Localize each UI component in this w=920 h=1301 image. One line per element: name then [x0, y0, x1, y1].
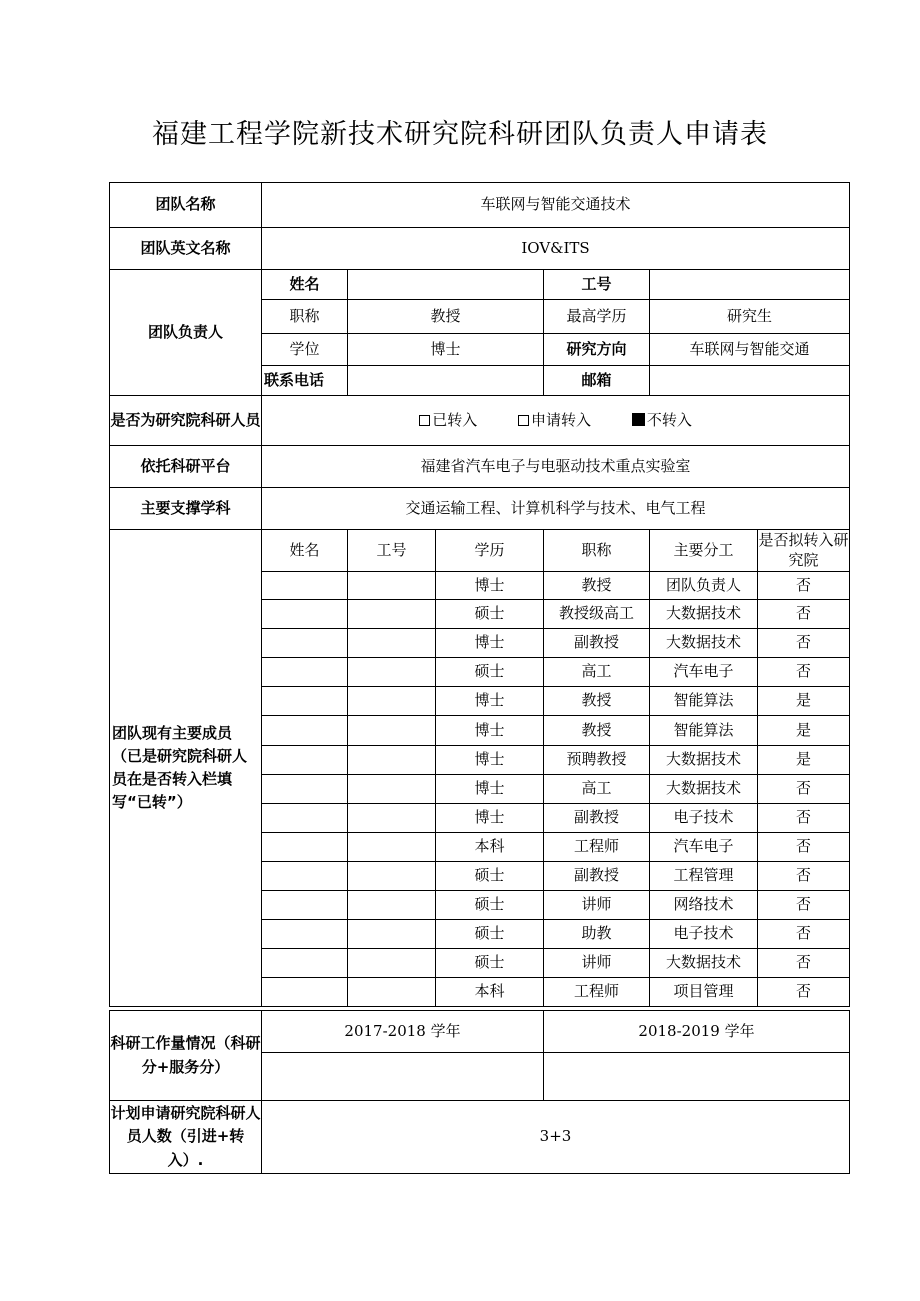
leader-degree-value[interactable]: 博士	[348, 334, 544, 366]
leader-label: 团队负责人	[110, 270, 262, 396]
member-transfer[interactable]: 否	[758, 600, 850, 629]
member-id[interactable]	[348, 716, 436, 746]
member-id[interactable]	[348, 775, 436, 804]
member-transfer[interactable]: 否	[758, 978, 850, 1007]
option-not-transfer[interactable]	[632, 411, 692, 431]
member-title[interactable]: 助教	[544, 920, 650, 949]
member-name[interactable]	[262, 572, 348, 600]
checkbox-icon[interactable]	[419, 415, 430, 426]
member-role[interactable]: 电子技术	[650, 920, 758, 949]
discipline-value[interactable]: 交通运输工程、计算机科学与技术、电气工程	[262, 488, 850, 530]
members-header-transfer: 是否拟转入研究院	[758, 530, 850, 572]
member-edu[interactable]: 本科	[436, 833, 544, 862]
leader-edu-label: 最高学历	[544, 300, 650, 334]
form-title: 福建工程学院新技术研究院科研团队负责人申请表	[152, 119, 768, 150]
member-id[interactable]	[348, 746, 436, 775]
member-id[interactable]	[348, 949, 436, 978]
member-edu[interactable]: 博士	[436, 716, 544, 746]
member-role[interactable]: 汽车电子	[650, 833, 758, 862]
leader-name-label: 姓名	[262, 270, 348, 300]
member-role[interactable]: 大数据技术	[650, 949, 758, 978]
member-title[interactable]: 教授	[544, 572, 650, 600]
member-name[interactable]	[262, 775, 348, 804]
team-name-label: 团队名称	[110, 183, 262, 228]
member-transfer[interactable]: 否	[758, 862, 850, 891]
member-title[interactable]: 工程师	[544, 978, 650, 1007]
member-transfer[interactable]: 否	[758, 891, 850, 920]
row-members-header	[110, 530, 850, 572]
researcher-status-label: 是否为研究院科研人员	[110, 396, 262, 446]
member-role[interactable]: 项目管理	[650, 978, 758, 1007]
member-id[interactable]	[348, 891, 436, 920]
team-en-name-value[interactable]: IOV&ITS	[262, 228, 850, 270]
member-name[interactable]	[262, 978, 348, 1007]
member-edu[interactable]: 硕士	[436, 862, 544, 891]
member-title[interactable]: 讲师	[544, 949, 650, 978]
workload-plan-table	[109, 1010, 850, 1174]
option-transferred-label: 已转入	[432, 410, 478, 429]
member-edu[interactable]: 硕士	[436, 600, 544, 629]
discipline-label: 主要支撑学科	[110, 488, 262, 530]
leader-research-label: 研究方向	[544, 334, 650, 366]
member-edu[interactable]: 硕士	[436, 658, 544, 687]
member-edu[interactable]: 硕士	[436, 920, 544, 949]
leader-name-value[interactable]	[348, 270, 544, 300]
member-edu[interactable]: 博士	[436, 572, 544, 600]
member-role[interactable]: 大数据技术	[650, 629, 758, 658]
leader-edu-value[interactable]: 研究生	[650, 300, 850, 334]
option-apply-transfer[interactable]	[518, 411, 591, 431]
member-name[interactable]	[262, 746, 348, 775]
plan-label: 计划申请研究院科研人员人数（引进+转入）.	[110, 1101, 262, 1174]
member-name[interactable]	[262, 658, 348, 687]
checkbox-checked-icon[interactable]	[632, 413, 645, 426]
member-id[interactable]	[348, 572, 436, 600]
member-name[interactable]	[262, 687, 348, 716]
member-title[interactable]: 教授	[544, 687, 650, 716]
member-role[interactable]: 网络技术	[650, 891, 758, 920]
leader-email-label: 邮箱	[544, 366, 650, 396]
member-role[interactable]: 大数据技术	[650, 600, 758, 629]
team-en-name-label: 团队英文名称	[110, 228, 262, 270]
member-transfer[interactable]: 否	[758, 833, 850, 862]
member-title[interactable]: 教授级高工	[544, 600, 650, 629]
workload-year1: 2017-2018 学年	[262, 1011, 544, 1053]
member-title[interactable]: 副教授	[544, 862, 650, 891]
member-title[interactable]: 高工	[544, 658, 650, 687]
row-discipline	[110, 488, 850, 530]
member-name[interactable]	[262, 833, 348, 862]
member-transfer[interactable]: 否	[758, 572, 850, 600]
member-id[interactable]	[348, 862, 436, 891]
member-transfer[interactable]: 是	[758, 746, 850, 775]
member-edu[interactable]: 博士	[436, 804, 544, 833]
member-transfer[interactable]: 否	[758, 804, 850, 833]
member-title[interactable]: 教授	[544, 716, 650, 746]
member-name[interactable]	[262, 949, 348, 978]
member-name[interactable]	[262, 716, 348, 746]
platform-value[interactable]: 福建省汽车电子与电驱动技术重点实验室	[262, 446, 850, 488]
member-role[interactable]: 智能算法	[650, 687, 758, 716]
member-title[interactable]: 副教授	[544, 629, 650, 658]
member-id[interactable]	[348, 978, 436, 1007]
option-not-transfer-label: 不转入	[646, 410, 692, 429]
member-title[interactable]: 工程师	[544, 833, 650, 862]
member-name[interactable]	[262, 862, 348, 891]
team-name-value[interactable]: 车联网与智能交通技术	[262, 183, 850, 228]
researcher-status-options	[262, 396, 850, 446]
leader-phone-value[interactable]	[348, 366, 544, 396]
row-researcher-status	[110, 396, 850, 446]
member-id[interactable]	[348, 833, 436, 862]
workload-year2: 2018-2019 学年	[544, 1011, 850, 1053]
member-name[interactable]	[262, 600, 348, 629]
member-title[interactable]: 副教授	[544, 804, 650, 833]
member-role[interactable]: 汽车电子	[650, 658, 758, 687]
member-edu[interactable]: 博士	[436, 746, 544, 775]
option-transferred[interactable]	[419, 411, 477, 431]
checkbox-icon[interactable]	[518, 415, 529, 426]
member-transfer[interactable]: 是	[758, 716, 850, 746]
member-transfer[interactable]: 否	[758, 658, 850, 687]
member-edu[interactable]: 博士	[436, 629, 544, 658]
workload-value2[interactable]	[544, 1053, 850, 1101]
application-form	[109, 182, 850, 1007]
row-team-en-name	[110, 228, 850, 270]
member-role[interactable]: 大数据技术	[650, 746, 758, 775]
members-header-role: 主要分工	[650, 530, 758, 572]
member-id[interactable]	[348, 629, 436, 658]
leader-id-label: 工号	[544, 270, 650, 300]
leader-title-value[interactable]: 教授	[348, 300, 544, 334]
member-title[interactable]: 预聘教授	[544, 746, 650, 775]
member-edu[interactable]: 本科	[436, 978, 544, 1007]
leader-degree-label: 学位	[262, 334, 348, 366]
members-header-name: 姓名	[262, 530, 348, 572]
member-title[interactable]: 讲师	[544, 891, 650, 920]
members-label: 团队现有主要成员（已是研究院科研人员在是否转入栏填写“已转”）	[110, 530, 262, 1007]
member-id[interactable]	[348, 804, 436, 833]
member-name[interactable]	[262, 920, 348, 949]
members-header-title: 职称	[544, 530, 650, 572]
member-transfer[interactable]: 否	[758, 775, 850, 804]
member-edu[interactable]: 博士	[436, 687, 544, 716]
member-name[interactable]	[262, 804, 348, 833]
leader-email-value[interactable]	[650, 366, 850, 396]
workload-value1[interactable]	[262, 1053, 544, 1101]
member-role[interactable]: 大数据技术	[650, 775, 758, 804]
workload-label: 科研工作量情况（科研分+服务分）	[110, 1011, 262, 1101]
leader-title-label: 职称	[262, 300, 348, 334]
member-id[interactable]	[348, 658, 436, 687]
plan-value[interactable]: 3+3	[262, 1101, 850, 1174]
member-transfer[interactable]: 否	[758, 949, 850, 978]
members-header-edu: 学历	[436, 530, 544, 572]
row-workload-years	[110, 1011, 850, 1053]
platform-label: 依托科研平台	[110, 446, 262, 488]
member-transfer[interactable]: 否	[758, 920, 850, 949]
leader-research-value[interactable]: 车联网与智能交通	[650, 334, 850, 366]
member-id[interactable]	[348, 920, 436, 949]
row-plan	[110, 1101, 850, 1174]
member-edu[interactable]: 硕士	[436, 891, 544, 920]
member-name[interactable]	[262, 891, 348, 920]
member-edu[interactable]: 博士	[436, 775, 544, 804]
member-transfer[interactable]: 是	[758, 687, 850, 716]
members-header-id: 工号	[348, 530, 436, 572]
member-role[interactable]: 智能算法	[650, 716, 758, 746]
member-edu[interactable]: 硕士	[436, 949, 544, 978]
row-leader-name	[110, 270, 850, 300]
member-title[interactable]: 高工	[544, 775, 650, 804]
member-role[interactable]: 工程管理	[650, 862, 758, 891]
member-name[interactable]	[262, 629, 348, 658]
leader-id-value[interactable]	[650, 270, 850, 300]
member-role[interactable]: 团队负责人	[650, 572, 758, 600]
leader-phone-label: 联系电话	[262, 366, 348, 396]
member-id[interactable]	[348, 687, 436, 716]
member-role[interactable]: 电子技术	[650, 804, 758, 833]
option-apply-transfer-label: 申请转入	[531, 410, 592, 429]
row-platform	[110, 446, 850, 488]
member-transfer[interactable]: 否	[758, 629, 850, 658]
row-team-name	[110, 183, 850, 228]
member-id[interactable]	[348, 600, 436, 629]
